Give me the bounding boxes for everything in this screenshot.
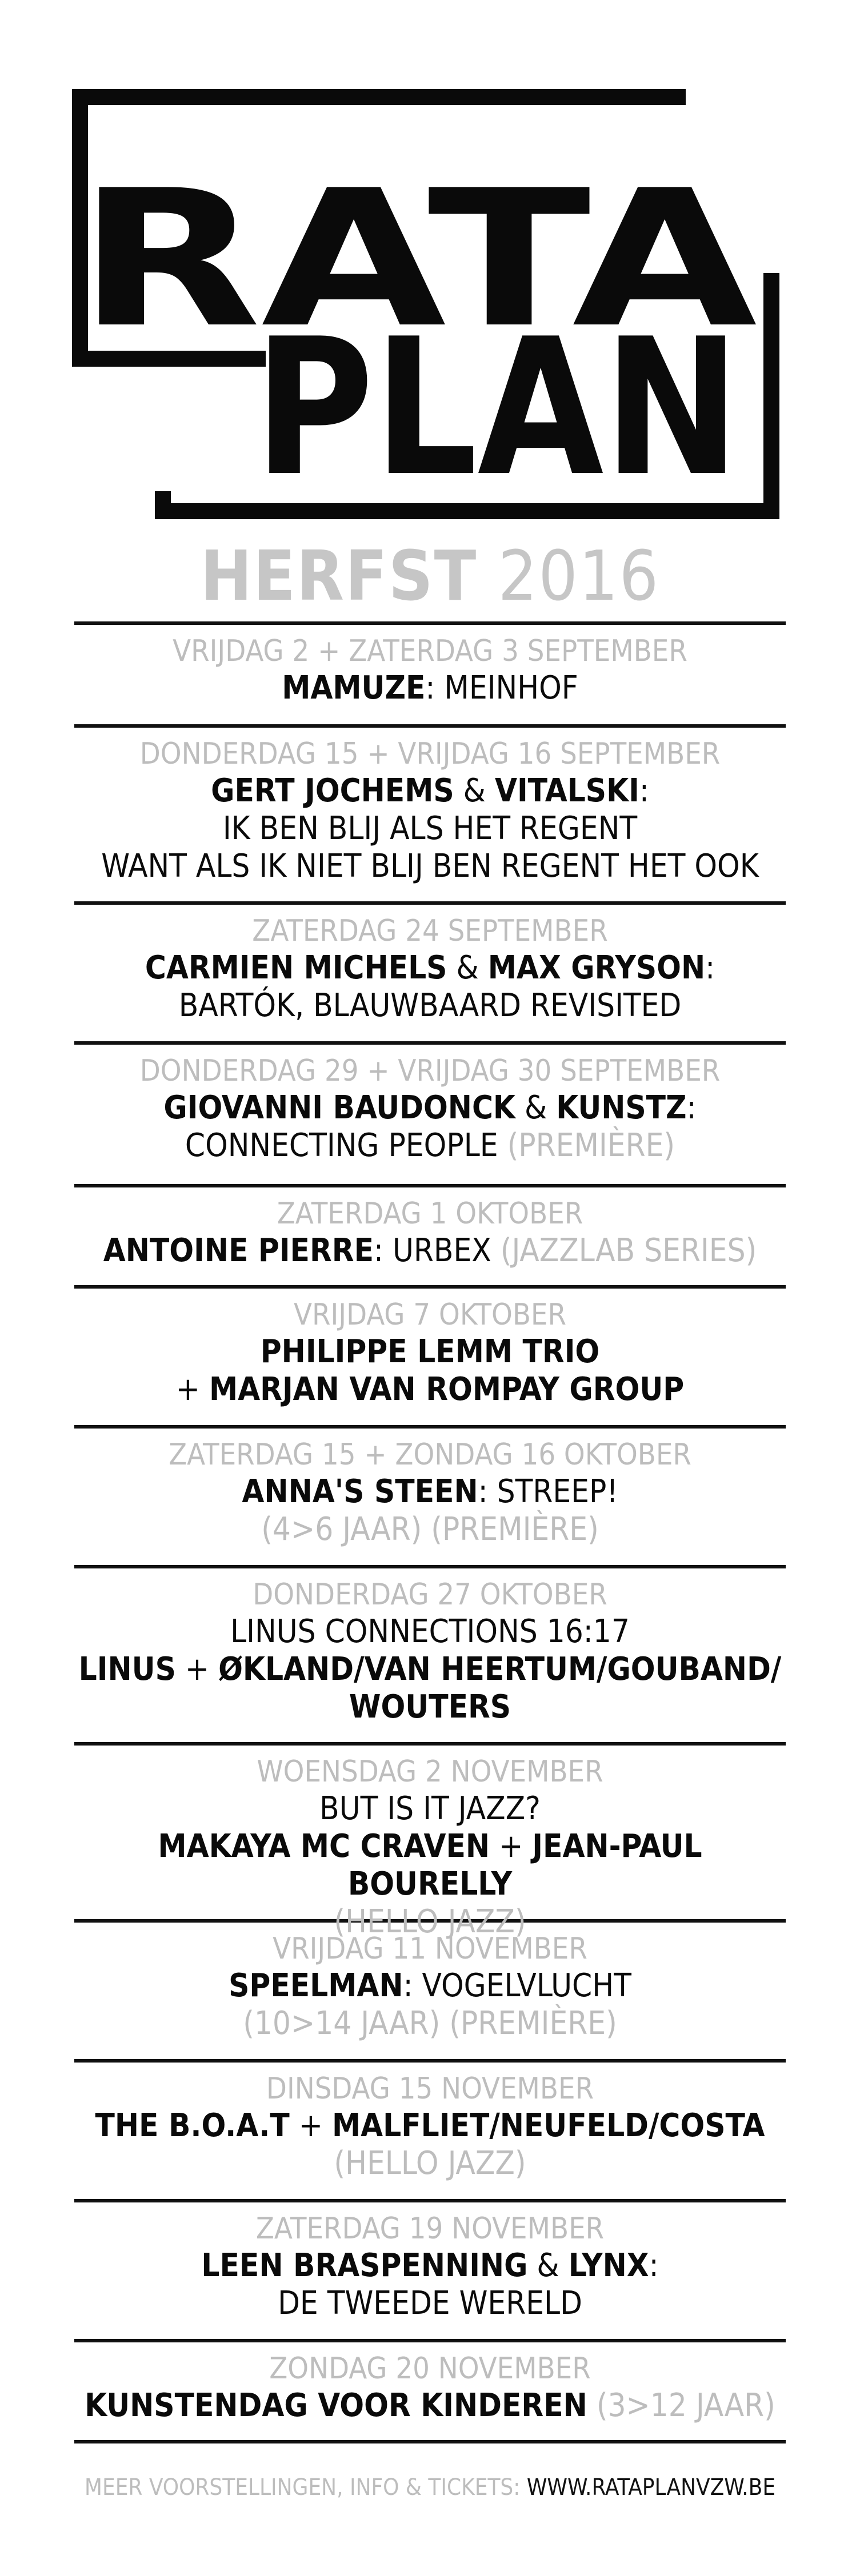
event-performer: GIOVANNI BAUDONCK [163, 1089, 515, 1126]
event-line [74, 1127, 786, 1165]
event-performer: MALFLIET/NEUFELD/COSTA [332, 2107, 765, 2144]
event-text: IK BEN BLIJ ALS HET REGENT [222, 810, 638, 847]
event-text: : VOGELVLUCHT [403, 1967, 631, 2004]
event-item [74, 1425, 786, 1565]
event-performer: ANTOINE PIERRE [103, 1232, 374, 1269]
event-text: BARTÓK, BLAUWBAARD REVISITED [178, 987, 682, 1024]
event-item [74, 724, 786, 901]
event-line [74, 1967, 786, 2005]
event-note: (10>14 JAAR) (PREMIÈRE) [243, 2005, 617, 2042]
event-text: : URBEX [374, 1232, 501, 1269]
season-heading [0, 537, 860, 617]
event-list [74, 621, 786, 2443]
event-text [587, 2387, 597, 2424]
event-performer: LEEN BRASPENNING [201, 2247, 528, 2284]
event-performer: LINUS [78, 1651, 176, 1688]
logo-frame [0, 0, 860, 548]
event-line [74, 1651, 786, 1688]
event-line [74, 987, 786, 1025]
event-line [74, 1333, 786, 1371]
event-performer: LYNX [568, 2247, 649, 2284]
event-performer: GERT JOCHEMS [211, 772, 454, 809]
event-item [74, 2339, 786, 2440]
event-text: : STREEP! [478, 1473, 618, 1510]
event-date: DINSDAG 15 NOVEMBER [266, 2072, 594, 2106]
event-date: ZATERDAG 24 SEPTEMBER [252, 914, 608, 948]
event-performer: PHILIPPE LEMM TRIO [260, 1333, 600, 1370]
event-note: (HELLO JAZZ) [334, 2145, 526, 2182]
event-line [74, 2145, 786, 2182]
event-performer: MAKAYA MC CRAVEN [158, 1828, 490, 1865]
event-performer: ØKLAND/VAN HEERTUM/GOUBAND/ [218, 1651, 782, 1688]
divider [74, 2440, 786, 2443]
event-note: (4>6 JAAR) (PREMIÈRE) [261, 1511, 599, 1548]
website-link[interactable]: WWW.RATAPLANVZW.BE [526, 2474, 776, 2501]
event-item [74, 621, 786, 724]
event-text: & [447, 949, 488, 986]
event-performer: ANNA'S STEEN [242, 1473, 478, 1510]
event-text: : [686, 1089, 697, 1126]
event-performer: VITALSKI [494, 772, 639, 809]
event-line [74, 1688, 786, 1726]
event-text: CONNECTING PEOPLE [185, 1127, 507, 1164]
event-line [74, 1473, 786, 1511]
event-line [74, 1613, 786, 1651]
event-performer: MARJAN VAN ROMPAY GROUP [209, 1371, 685, 1408]
footer [0, 2473, 860, 2502]
event-performer: MAX GRYSON [487, 949, 706, 986]
event-performer: KUNSTENDAG VOOR KINDEREN [85, 2387, 587, 2424]
event-note: (JAZZLAB SERIES) [500, 1232, 757, 1269]
event-performer: JEAN-PAUL BOURELLY [347, 1828, 702, 1903]
event-text: LINUS CONNECTIONS 16:17 [230, 1613, 630, 1650]
event-date: ZONDAG 20 NOVEMBER [269, 2352, 591, 2386]
event-text: DE TWEEDE WERELD [278, 2285, 582, 2322]
event-line [74, 2107, 786, 2145]
event-performer: MAMUZE [282, 669, 426, 707]
event-performer: CARMIEN MICHELS [145, 949, 447, 986]
event-line [74, 1089, 786, 1127]
event-line [74, 1511, 786, 1548]
event-text: + [175, 1371, 209, 1408]
event-text: + [490, 1828, 533, 1865]
event-item [74, 2059, 786, 2199]
event-date: DONDERDAG 15 + VRIJDAG 16 SEPTEMBER [139, 737, 721, 771]
event-line [74, 949, 786, 987]
season-word: HERFST [200, 537, 478, 616]
event-performer: WOUTERS [349, 1688, 511, 1726]
event-performer: KUNSTZ [556, 1089, 687, 1126]
event-line [74, 1232, 786, 1270]
event-date: VRIJDAG 2 + ZATERDAG 3 SEPTEMBER [173, 634, 687, 668]
event-date: DONDERDAG 27 OKTOBER [253, 1578, 607, 1612]
event-date: DONDERDAG 29 + VRIJDAG 30 SEPTEMBER [139, 1054, 721, 1088]
event-item [74, 901, 786, 1041]
event-item [74, 1184, 786, 1285]
event-line [74, 1371, 786, 1409]
logo-line-2: PLAN [254, 298, 740, 517]
event-line [74, 2387, 786, 2425]
event-line [74, 810, 786, 848]
event-performer: SPEELMAN [229, 1967, 403, 2004]
event-text: WANT ALS IK NIET BLIJ BEN REGENT HET OOK [101, 848, 759, 885]
event-text: : [705, 949, 715, 986]
event-item [74, 1565, 786, 1742]
event-date: WOENSDAG 2 NOVEMBER [257, 1755, 603, 1789]
event-note: (PREMIÈRE) [507, 1127, 675, 1164]
event-text: + [289, 2107, 333, 2144]
event-text: & [515, 1089, 557, 1126]
event-line [74, 772, 786, 810]
event-note: (HELLO JAZZ) [334, 1903, 526, 1940]
event-item [74, 1041, 786, 1184]
logo-line-1: RATA [77, 150, 759, 369]
event-date: ZATERDAG 15 + ZONDAG 16 OKTOBER [169, 1438, 691, 1472]
event-text: BUT IS IT JAZZ? [319, 1790, 541, 1827]
event-item [74, 1919, 786, 2059]
event-line [74, 2005, 786, 2043]
event-line [74, 669, 786, 707]
event-line [74, 848, 786, 885]
event-line [74, 2247, 786, 2285]
event-date: ZATERDAG 1 OKTOBER [277, 1197, 583, 1231]
event-text: : [649, 2247, 659, 2284]
event-item [74, 1285, 786, 1425]
event-date: VRIJDAG 7 OKTOBER [294, 1298, 566, 1332]
event-text: + [175, 1651, 219, 1688]
footer-lead: MEER VOORSTELLINGEN, INFO & TICKETS: [84, 2474, 527, 2501]
event-performer: THE B.O.A.T [95, 2107, 290, 2144]
event-text: & [527, 2247, 569, 2284]
event-text: : [639, 772, 649, 809]
event-text: & [454, 772, 495, 809]
event-line [74, 2285, 786, 2322]
event-line [74, 1828, 786, 1903]
rataplan-logo [0, 0, 860, 548]
event-item [74, 1742, 786, 1940]
event-date: VRIJDAG 11 NOVEMBER [273, 1932, 587, 1966]
event-item [74, 2199, 786, 2339]
season-year: 2016 [498, 537, 660, 616]
event-text: : MEINHOF [425, 669, 578, 707]
event-date: ZATERDAG 19 NOVEMBER [255, 2212, 605, 2246]
event-line [74, 1790, 786, 1828]
event-note: (3>12 JAAR) [596, 2387, 775, 2424]
